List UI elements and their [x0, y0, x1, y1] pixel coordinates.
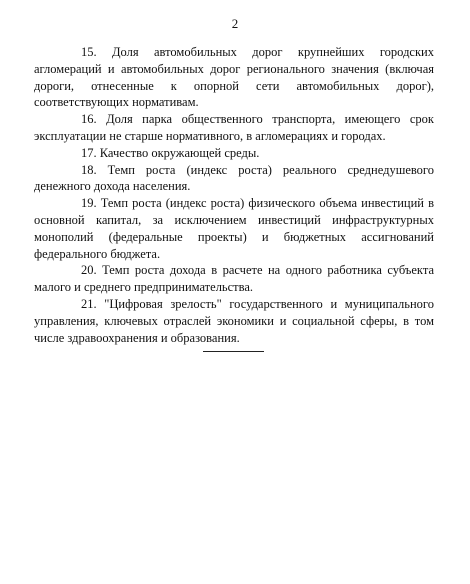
end-of-document-rule: [203, 351, 264, 352]
indicator-item-19: 19. Темп роста (индекс роста) физического объема инвестиций в основной капитал, за исключением инвестиций инфраструктурных монополий (федеральные проекты) и бюджетных ассигнований федерального бюджета.: [34, 196, 434, 261]
indicator-item-18: 18. Темп роста (индекс роста) реального среднедушевого денежного дохода населения.: [34, 162, 434, 194]
indicator-list: [34, 44, 434, 346]
indicator-item-21: 21. "Цифровая зрелость" государственного и муниципального управления, ключевых отраслей экономики и социальной сферы, в том числе здравоохранения и образования.: [34, 296, 434, 345]
indicator-item-20: 20. Темп роста дохода в расчете на одного работника субъекта малого и среднего предпринимательства.: [34, 263, 434, 295]
indicator-item-16: 16. Доля парка общественного транспорта, имеющего срок эксплуатации не старше нормативного, в агломерациях и городах.: [34, 112, 434, 143]
indicator-item-17: 17. Качество окружающей среды.: [81, 145, 260, 160]
page-number: 2: [231, 16, 239, 31]
indicator-item-15: 15. Доля автомобильных дорог крупнейших городских агломераций и автомобильных дорог регионального значения (включая дороги, отнесенные к опорной сети автомобильных дорог), соответствующих нормативам.: [34, 45, 434, 110]
